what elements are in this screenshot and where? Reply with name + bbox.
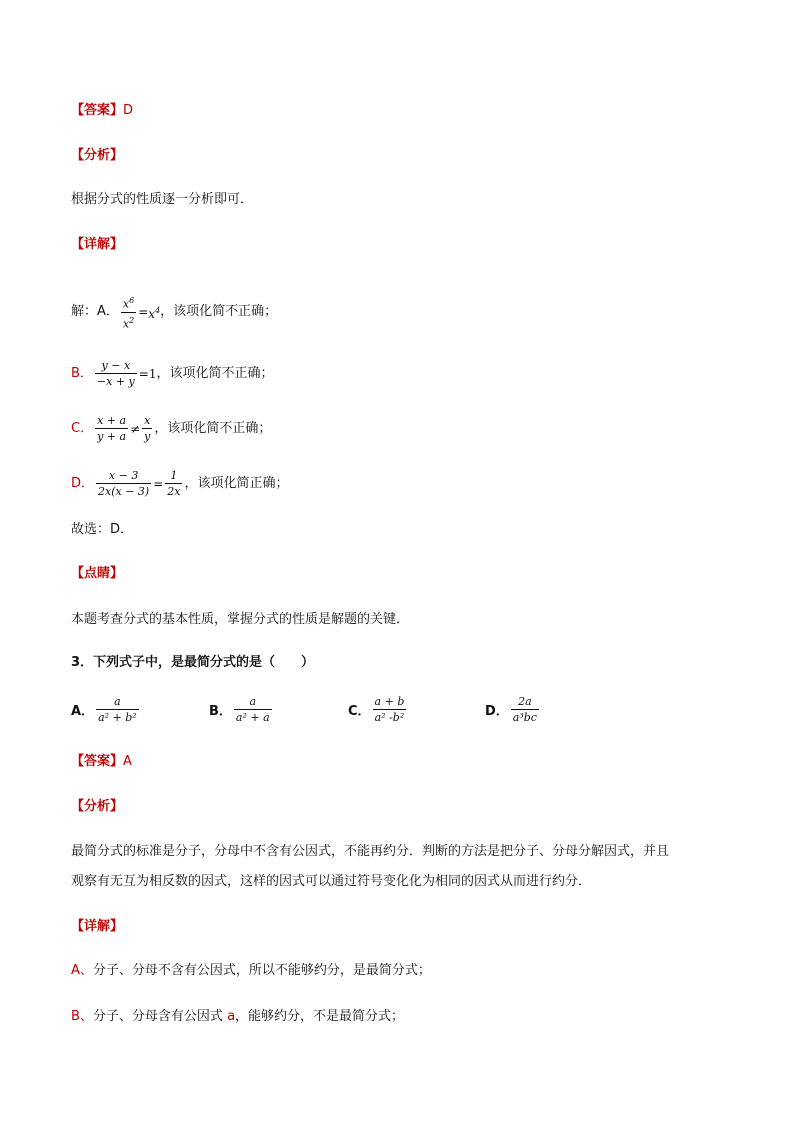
q2-line-d-fraction: $\frac{x - 3}{2x(x - 3)}$ [98,469,150,498]
q3-detail-b [71,1008,404,1026]
q3-stem: 3．下列式子中，是最简分式的是（ ） [71,655,315,670]
q2-line-a-suffix: ，该项化简不正确； [160,304,278,320]
q2-answer-tag: 【答案】 [71,103,124,118]
q3-option-a-fraction: $\frac{a}{\text{a² + b²}}$ [98,695,137,724]
q2-line-d-relation: = [153,476,164,491]
q2-line-c-prefix: C． [71,420,94,436]
q2-line-b [71,359,274,388]
q3-detail-b-text1: 分子、分母含有公因式 [92,1009,228,1024]
q2-analysis-text: 根据分式的性质逐一分析即可． [71,192,254,207]
q2-line-a-rhs: $x^4$ [148,305,161,321]
q2-line-c-rhs-fraction: $\frac{x}{y}$ [144,414,151,443]
q3-answer-tag: 【答案】 [71,754,124,769]
q2-line-a-prefix: 解：A． [71,304,119,320]
q3-answer-value: A [123,754,132,769]
q3-option-c-fraction: $\frac{a + b}{\text{a² -b²}}$ [374,695,405,724]
q3-option-b-fraction: $\frac{a}{\text{a² + a}}$ [235,695,270,724]
q2-line-a-fraction: $\frac{x^6}{x^2}$ [122,296,135,331]
q3-detail-b-var: a [227,1009,236,1024]
q2-line-a [71,294,277,330]
q2-line-c [71,414,271,443]
q2-line-b-relation: = [138,366,149,381]
q2-line-b-suffix: ，该项化简不正确； [156,365,274,381]
q2-answer-value: D [123,103,134,118]
q3-detail-a [71,962,431,980]
q3-detail-b-text2: ，能够约分，不是最简分式； [235,1009,405,1024]
q2-line-b-fraction: $\frac{y - x}{-x + y}$ [96,359,135,388]
q2-line-d-prefix: D． [71,475,95,491]
q2-line-b-rhs: 1 [148,366,157,381]
q2-line-d [71,469,289,498]
q3-option-c: C． $\frac{a + b}{\text{a² -b²}}$ [348,695,405,724]
q2-line-d-rhs-fraction: $\frac{1}{2x}$ [167,469,181,498]
q3-detail-a-text: 分子、分母不含有公因式，所以不能够约分，是最简分式； [92,963,431,978]
q2-line-a-relation: = [138,305,149,320]
q3-option-d-fraction: $\frac{2a}{\text{a³bc}}$ [512,695,537,724]
q2-line-c-fraction: $\frac{x + a}{y + a}$ [97,414,127,443]
q3-detail-a-prefix: A、 [71,963,93,978]
q2-analysis-tag: 【分析】 [71,148,124,163]
q2-answer-line [71,102,133,120]
q3-detail-b-prefix: B、 [71,1009,93,1024]
q3-analysis-line2: 观察有无互为相反数的因式，这样的因式可以通过符号变化化为相同的因式从而进行约分． [71,874,592,889]
q3-answer-line [71,753,132,771]
q3-detail-tag: 【详解】 [71,919,124,934]
q3-option-d: D． $\frac{2a}{\text{a³bc}}$ [485,695,537,724]
q2-line-c-relation: ≠ [130,421,141,436]
q2-comment-text: 本题考查分式的基本性质，掌握分式的性质是解题的关键． [71,612,410,627]
q3-analysis-tag: 【分析】 [71,799,124,814]
q3-option-a: A． $\frac{a}{\text{a² + b²}}$ [71,695,137,724]
q2-conclusion: 故选：D． [71,522,134,537]
q2-line-b-prefix: B． [71,365,93,381]
q2-line-d-suffix: ，该项化简正确； [184,475,289,491]
q3-option-b: B． $\frac{a}{\text{a² + a}}$ [209,695,270,724]
q3-analysis-line1: 最简分式的标准是分子，分母中不含有公因式，不能再约分．判断的方法是把分子、分母分解因式，并且 [71,844,670,859]
q2-line-c-suffix: ，该项化简不正确； [154,420,272,436]
q2-comment-tag: 【点睛】 [71,566,124,581]
q2-detail-tag: 【详解】 [71,237,124,252]
